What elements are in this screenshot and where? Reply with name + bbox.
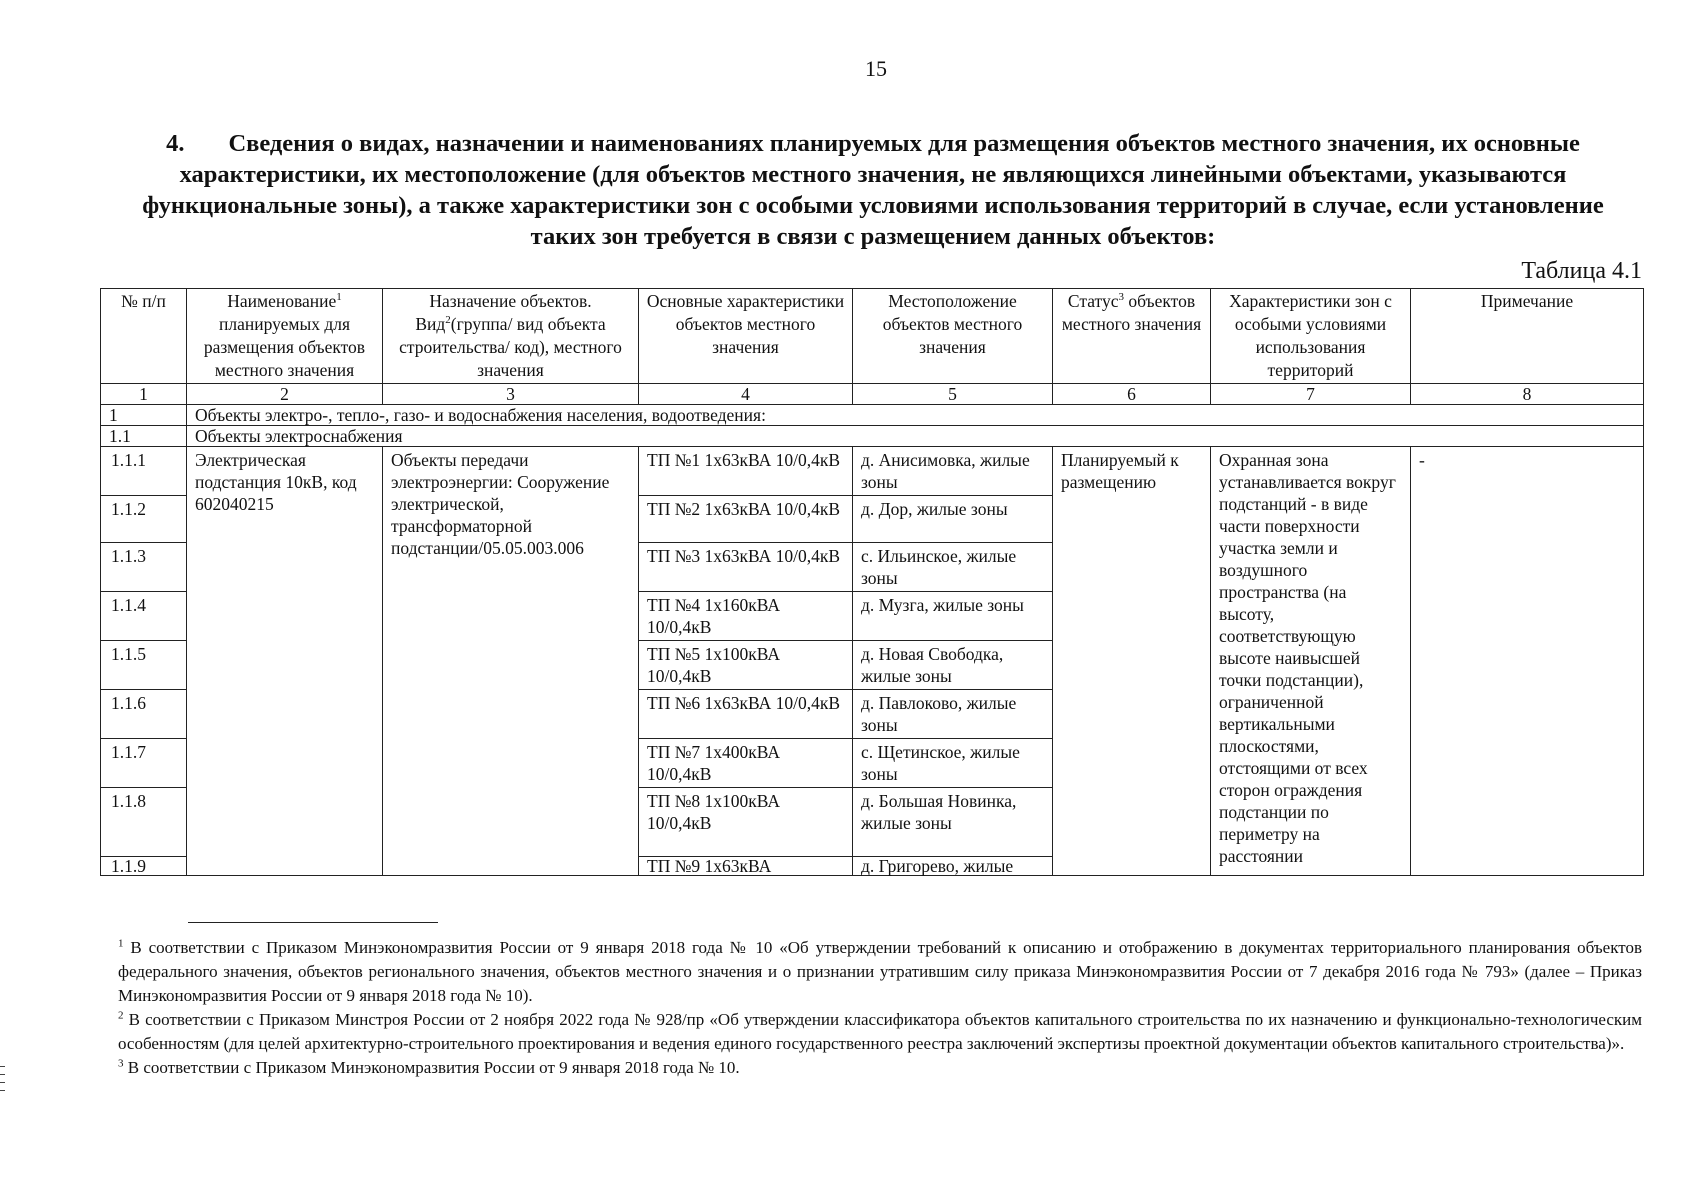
row-number: 1.1.7	[101, 739, 187, 788]
characteristics-cell: ТП №7 1х400кВА 10/0,4кВ	[639, 739, 853, 788]
section-heading-number: 4.	[166, 130, 185, 157]
characteristics-cell: ТП №2 1х63кВА 10/0,4кВ	[639, 496, 853, 543]
characteristics-cell: ТП №1 1х63кВА 10/0,4кВ	[639, 447, 853, 496]
scan-edge-mark	[0, 1074, 5, 1075]
header-col-5: Местоположение объектов местного значения	[853, 289, 1053, 384]
header-col-6-text-b: объектов местного значения	[1061, 291, 1202, 334]
header-col-4: Основные характеристики объектов местного значения	[639, 289, 853, 384]
location-cell: д. Анисимовка, жилые зоны	[853, 447, 1053, 496]
characteristics-cell: ТП №6 1х63кВА 10/0,4кВ	[639, 690, 853, 739]
header-col-2-text-a: Наименование	[227, 291, 337, 311]
characteristics-cell: ТП №3 1х63кВА 10/0,4кВ	[639, 543, 853, 592]
row-number: 1.1.1	[101, 447, 187, 496]
column-number: 8	[1411, 384, 1644, 405]
table-row	[101, 447, 1644, 496]
zone-cell: Охранная зона устанавливается вокруг подстанций - в виде части поверхности участка земли и воздушного пространства (на высоту, соответствующую высоте наивысшей точки подстанции), ограниченной вертикальными плоскостями, отстоящими от всех сторон ограждения подстанции по периметру на расстоянии	[1211, 447, 1411, 876]
characteristics-cell: ТП №4 1х160кВА 10/0,4кВ	[639, 592, 853, 641]
footnotes	[118, 936, 1642, 1080]
object-name-cell: Электрическая подстанция 10кВ, код 602040215	[187, 447, 383, 876]
column-number: 2	[187, 384, 383, 405]
page-number: 15	[865, 56, 887, 81]
header-col-3	[383, 289, 639, 384]
location-cell: с. Ильинское, жилые зоны	[853, 543, 1053, 592]
section-title: Объекты электро-, тепло-, газо- и водоснабжения населения, водоотведения:	[187, 405, 1644, 426]
footnote-separator	[188, 922, 438, 923]
footnote-ref-3: 3	[1118, 291, 1124, 304]
section-heading-text: Сведения о видах, назначении и наименованиях планируемых для размещения объектов местного значения, их основные характеристики, их местоположение (для объектов местного значения, не являющихся линейными объектами, указываются функциональные зоны), а также характеристики зон с особыми условиями использования территорий в случае, если установление таких зон требуется в связи с размещением данных объектов:	[142, 130, 1604, 250]
section-number: 1	[101, 405, 187, 426]
footnote-mark: 1	[118, 937, 124, 950]
column-number: 7	[1211, 384, 1411, 405]
footnote	[118, 1056, 1642, 1080]
subsection-row	[101, 426, 1644, 447]
row-number: 1.1.6	[101, 690, 187, 739]
row-number: 1.1.4	[101, 592, 187, 641]
footnote-ref-2: 2	[445, 314, 451, 327]
header-col-2-text-b: планируемых для размещения объектов местного значения	[203, 314, 366, 380]
subsection-title: Объекты электроснабжения	[187, 426, 1644, 447]
location-cell: д. Новая Свободка, жилые зоны	[853, 641, 1053, 690]
column-number: 1	[101, 384, 187, 405]
header-col-3-text-a: Назначение объектов. Вид	[415, 291, 592, 334]
objects-table	[100, 288, 1644, 876]
header-col-3-text-b: (группа/ вид объекта строительства/ код), местного значения	[399, 314, 622, 380]
row-number: 1.1.3	[101, 543, 187, 592]
location-cell: д. Григорево, жилые	[853, 857, 1053, 876]
column-number: 4	[639, 384, 853, 405]
footnote-mark: 2	[118, 1009, 124, 1022]
row-number: 1.1.2	[101, 496, 187, 543]
footnote-text: В соответствии с Приказом Минэкономразвития России от 9 января 2018 года № 10.	[123, 1058, 740, 1077]
column-number: 5	[853, 384, 1053, 405]
column-number-row	[101, 384, 1644, 405]
location-cell: д. Павлоково, жилые зоны	[853, 690, 1053, 739]
subsection-number: 1.1	[101, 426, 187, 447]
status-cell: Планируемый к размещению	[1053, 447, 1211, 876]
footnote-mark: 3	[118, 1057, 124, 1070]
header-col-2	[187, 289, 383, 384]
scan-edge-mark	[0, 1066, 5, 1067]
row-number: 1.1.5	[101, 641, 187, 690]
footnote-text: В соответствии с Приказом Минэкономразвития России от 9 января 2018 года № 10 «Об утверждении требований к описанию и отображению в документах территориального планирования объектов федерального значения, объектов регионального значения, объектов местного значения и о признании утратившим силу приказа Минэкономразвития России от 7 декабря 2016 года № 793» (далее – Приказ Минэкономразвития России от 9 января 2018 года № 10).	[118, 938, 1642, 1005]
location-cell: д. Музга, жилые зоны	[853, 592, 1053, 641]
footnote-ref-1: 1	[336, 291, 342, 304]
table-caption: Таблица 4.1	[1521, 258, 1642, 284]
location-cell: д. Большая Новинка, жилые зоны	[853, 788, 1053, 857]
note-cell: -	[1411, 447, 1644, 876]
footnote-text: В соответствии с Приказом Минстроя России от 2 ноября 2022 года № 928/пр «Об утверждении классификатора объектов капитального строительства по их назначению и функционально-технологическим особенностям (для целей архитектурно-строительного проектирования и ведения единого государственного реестра заключений экспертизы проектной документации объектов капитального строительства)».	[118, 1010, 1642, 1053]
header-col-8: Примечание	[1411, 289, 1644, 384]
footnote	[118, 1008, 1642, 1056]
row-number: 1.1.9	[101, 857, 187, 876]
scan-edge-mark	[0, 1090, 5, 1091]
header-col-6-text-a: Статус	[1067, 291, 1119, 311]
scan-edge-mark	[0, 1082, 5, 1083]
header-row	[101, 289, 1644, 384]
location-cell: д. Дор, жилые зоны	[853, 496, 1053, 543]
object-purpose-cell: Объекты передачи электроэнергии: Сооружение электрической, трансформаторной подстанции/05.05.003.006	[383, 447, 639, 876]
header-col-7: Характеристики зон с особыми условиями использования территорий	[1211, 289, 1411, 384]
section-row	[101, 405, 1644, 426]
column-number: 3	[383, 384, 639, 405]
characteristics-cell: ТП №9 1х63кВА	[639, 857, 853, 876]
row-number: 1.1.8	[101, 788, 187, 857]
characteristics-cell: ТП №8 1х100кВА 10/0,4кВ	[639, 788, 853, 857]
section-heading	[118, 128, 1628, 252]
header-col-6	[1053, 289, 1211, 384]
characteristics-cell: ТП №5 1х100кВА 10/0,4кВ	[639, 641, 853, 690]
header-col-1: № п/п	[101, 289, 187, 384]
location-cell: с. Щетинское, жилые зоны	[853, 739, 1053, 788]
column-number: 6	[1053, 384, 1211, 405]
footnote	[118, 936, 1642, 1008]
